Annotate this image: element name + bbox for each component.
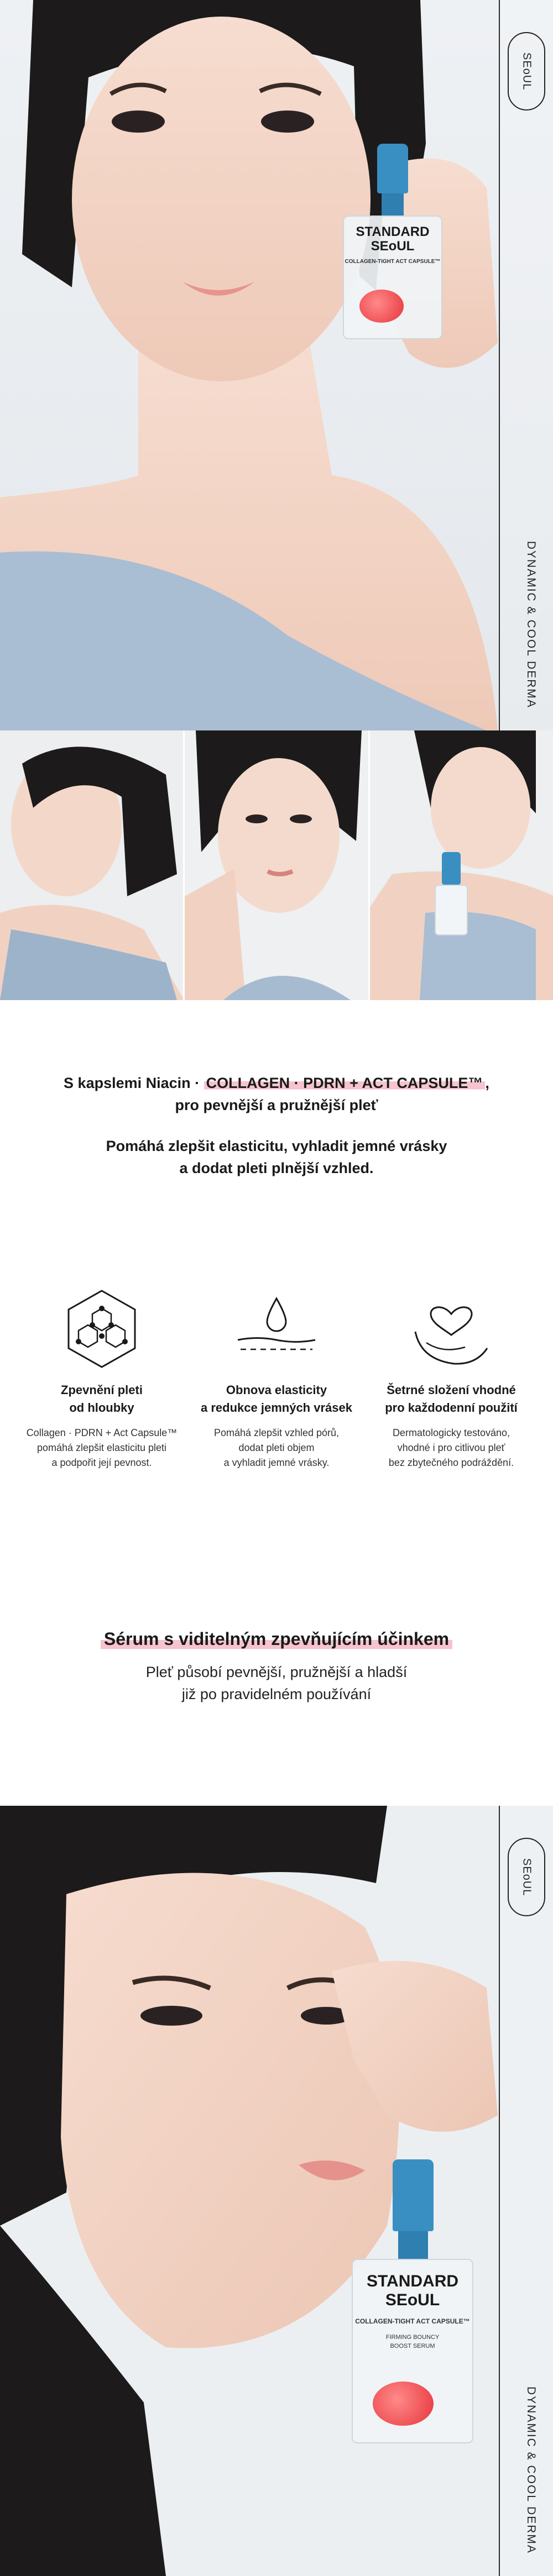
- intro-copy: [0, 1072, 553, 1179]
- bottle-product-name: COLLAGEN-TIGHT ACT CAPSULE™: [355, 2317, 470, 2325]
- capsule-icon: [359, 290, 404, 323]
- bottle-body: [343, 215, 442, 339]
- feature-3-desc-3: bez zbytečného podráždění.: [388, 1457, 514, 1468]
- feature-1-desc-3: a podpořit její pevnost.: [51, 1457, 152, 1468]
- feature-1-title-1: Zpevnění pleti: [61, 1383, 143, 1397]
- feature-3-desc-2: vhodné i pro citlivou pleť: [397, 1442, 505, 1453]
- bottle-subtitle-1: FIRMING BOUNCY: [385, 2334, 440, 2341]
- feature-2-desc-2: dodat pleti objem: [238, 1442, 315, 1453]
- model-pose-2-illustration: [185, 730, 369, 1000]
- bottle-brand-line2: SEoUL: [371, 239, 415, 254]
- feature-2-title-1: Obnova elasticity: [226, 1383, 327, 1397]
- feature-elasticity: [189, 1287, 364, 1470]
- bottle-neck: [382, 193, 404, 215]
- brand-side-strip: [499, 0, 553, 730]
- feature-2-desc-3: a vyhladit jemné vrásky.: [223, 1457, 330, 1468]
- feature-firming: [14, 1287, 189, 1470]
- bottle-body: [352, 2259, 473, 2443]
- feature-3-title-1: Šetrné složení vhodné: [387, 1383, 516, 1397]
- bottle-brand-line1: STANDARD: [366, 2272, 459, 2290]
- bottle-brand-line1: STANDARD: [356, 224, 430, 239]
- feature-1-desc-2: pomáhá zlepšit elasticitu pleti: [36, 1442, 167, 1453]
- model-pose-1-illustration: [0, 730, 184, 1000]
- droplet-skin-icon: [189, 1287, 364, 1376]
- feature-3-desc-1: Dermatologicky testováno,: [392, 1427, 510, 1438]
- feature-1-title-2: od hloubky: [69, 1401, 134, 1415]
- feature-list: [0, 1287, 553, 1470]
- photo-strip-image-3: [370, 730, 553, 1000]
- intro-highlight: COLLAGEN · PDRN + ACT CAPSULE™: [204, 1075, 486, 1091]
- molecule-icon: [14, 1287, 189, 1376]
- brand-side-strip: [499, 1806, 553, 2576]
- firming-headline-block: [0, 1627, 553, 1705]
- photo-strip: [0, 730, 553, 1000]
- intro-line-1: [0, 1072, 553, 1094]
- brand-logo-oval: SEoUL: [508, 1838, 545, 1916]
- serum-bottle: [343, 144, 442, 343]
- serum-bottle-closeup: [352, 2159, 473, 2447]
- feature-2-desc-1: Pomáhá zlepšit vzhled pórů,: [213, 1427, 340, 1438]
- photo-strip-image-2: [185, 730, 369, 1000]
- bottle-cap: [393, 2159, 434, 2231]
- intro-prefix: S kapslemi Niacin ·: [64, 1075, 204, 1091]
- intro-suffix: ,: [485, 1075, 489, 1091]
- brand-tagline: DYNAMIC & COOL DERMA: [525, 2386, 538, 2554]
- bottle-subtitle-2: BOOST SERUM: [390, 2343, 435, 2349]
- bottle-neck: [398, 2231, 428, 2259]
- hero-photo-bottom: [0, 1806, 553, 2576]
- feature-2-title-2: a redukce jemných vrásek: [201, 1401, 352, 1415]
- capsule-icon: [373, 2382, 434, 2426]
- model-portrait-illustration: [0, 0, 553, 730]
- photo-strip-image-1: [0, 730, 185, 1000]
- bottle-brand-line2: SEoUL: [385, 2291, 440, 2309]
- brand-tagline: DYNAMIC & COOL DERMA: [525, 541, 538, 708]
- intro-line-4: a dodat pleti plnější vzhled.: [179, 1160, 374, 1176]
- intro-line-2: pro pevnější a pružnější pleť: [175, 1097, 378, 1113]
- firming-sub-1: Pleť působí pevnější, pružnější a hladší: [145, 1664, 408, 1680]
- model-pose-3-illustration: [370, 730, 553, 1000]
- firming-headline: Sérum s viditelným zpevňujícím účinkem: [101, 1627, 452, 1651]
- brand-logo-oval: SEoUL: [508, 32, 545, 111]
- intro-line-3: Pomáhá zlepšit elasticitu, vyhladit jemné vrásky: [106, 1138, 447, 1154]
- bottle-product-name: COLLAGEN-TIGHT ACT CAPSULE™: [345, 259, 441, 265]
- feature-gentle: [364, 1287, 539, 1470]
- heart-hand-icon: [364, 1287, 539, 1376]
- feature-3-title-2: pro každodenní použití: [385, 1401, 518, 1415]
- bottle-cap: [377, 144, 408, 193]
- hero-photo-top: [0, 0, 553, 730]
- firming-sub-2: již po pravidelném používání: [181, 1686, 372, 1702]
- feature-1-desc-1: Collagen · PDRN + Act Capsule™: [26, 1427, 178, 1438]
